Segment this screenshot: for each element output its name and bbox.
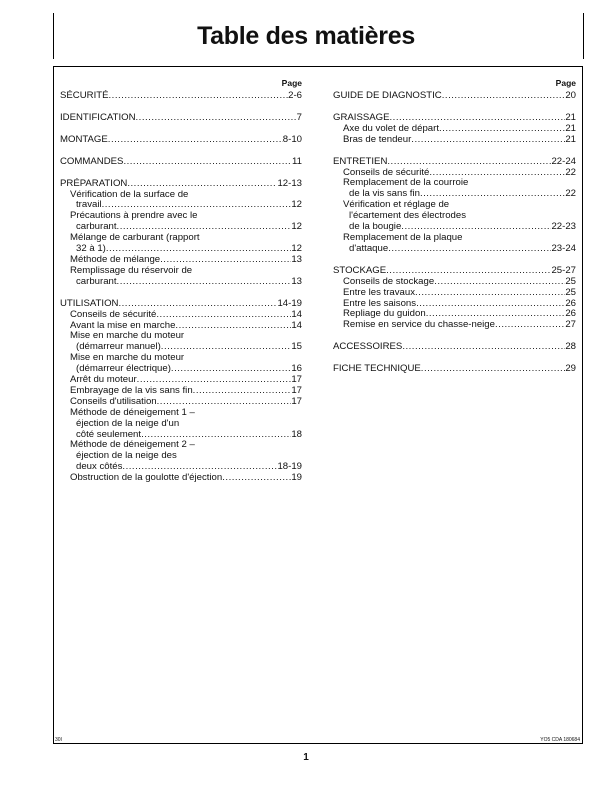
document-code-right: YO5 CDA 180684 — [540, 737, 580, 743]
toc-entry-stockage[interactable]: STOCKAGE ..... 25-27 — [333, 266, 576, 277]
toc-subentry-line: éjection de la neige d'un — [76, 417, 180, 429]
toc-subentry-bougie[interactable]: de la bougie ..... 22-23 — [333, 222, 576, 233]
toc-entry-preparation[interactable]: PRÉPARATION ..... 12-13 — [60, 179, 302, 190]
toc-subentry-repliage-guidon[interactable]: Repliage du guidon ..... 26 — [333, 309, 576, 320]
toc-subentry-precautions[interactable]: carburant ..... 12 — [60, 222, 302, 233]
toc-entry-commandes[interactable]: COMMANDES ..... 11 — [60, 157, 302, 168]
toc-subentry-line: Précautions à prendre avec le — [70, 210, 198, 222]
toc-subentry-plaque-attaque[interactable]: d'attaque ..... 23-24 — [333, 244, 576, 255]
toc-subentry-demarreur-manuel[interactable]: (démarreur manuel) ..... 15 — [60, 342, 302, 353]
toc-entry-entretien[interactable]: ENTRETIEN ..... 22-24 — [333, 157, 576, 168]
toc-entry-montage[interactable]: MONTAGE ..... 8-10 — [60, 135, 302, 146]
page-column-header: Page — [281, 78, 302, 88]
toc-left-column — [60, 78, 302, 484]
toc-subentry-line: Remplissage du réservoir de — [70, 264, 193, 276]
page-column-header: Page — [555, 78, 576, 88]
toc-subentry-line: Méthode de déneigement 2 – — [70, 439, 195, 451]
toc-entry-accessoires[interactable]: ACCESSOIRES ..... 28 — [333, 342, 576, 353]
toc-subentry-axe-volet[interactable]: Axe du volet de départ ..... 21 — [333, 124, 576, 135]
toc-right-column — [333, 78, 576, 375]
toc-subentry-bras-tendeur[interactable]: Bras de tendeur ..... 21 — [333, 135, 576, 146]
toc-subentry-methode-melange[interactable]: Méthode de mélange ..... 13 — [60, 255, 302, 266]
toc-entry-graissage[interactable]: GRAISSAGE ..... 21 — [333, 113, 576, 124]
page-title: Table des matières — [197, 22, 415, 50]
toc-subentry-conseils-securite[interactable]: Conseils de sécurité ..... 22 — [333, 168, 576, 179]
toc-subentry-methode-1[interactable]: côté seulement ..... 18 — [60, 430, 302, 441]
toc-subentry-line: Vérification de la surface de — [70, 188, 189, 200]
toc-subentry-arret-moteur[interactable]: Arrêt du moteur ..... 17 — [60, 375, 302, 386]
toc-subentry-demarreur-electrique[interactable]: (démarreur électrique) ..... 16 — [60, 364, 302, 375]
toc-entry-utilisation[interactable]: UTILISATION ..... 14-19 — [60, 299, 302, 310]
toc-subentry-line: l'écartement des électrodes — [349, 210, 467, 222]
toc-subentry-entre-saisons[interactable]: Entre les saisons ..... 26 — [333, 299, 576, 310]
toc-subentry-line: éjection de la neige des — [76, 450, 177, 462]
toc-subentry-remplissage[interactable]: carburant ..... 13 — [60, 277, 302, 288]
toc-subentry-avant-mise-en-marche[interactable]: Avant la mise en marche ..... 14 — [60, 321, 302, 332]
toc-subentry-line: Mélange de carburant (rapport — [70, 232, 200, 244]
toc-subentry-verification[interactable]: travail ..... 12 — [60, 200, 302, 211]
toc-entry-securite[interactable]: SÉCURITÉ ..... 2-6 — [60, 91, 302, 102]
toc-subentry-line: Remplacement de la courroie — [343, 177, 469, 189]
toc-subentry-remise-en-service[interactable]: Remise en service du chasse-neige ..... 27 — [333, 320, 576, 331]
toc-entry-guide-diagnostic[interactable]: GUIDE DE DIAGNOSTIC ..... 20 — [333, 91, 576, 102]
document-code-left: 30I — [55, 737, 62, 743]
toc-subentry-conseils-securite[interactable]: Conseils de sécurité ..... 14 — [60, 310, 302, 321]
toc-subentry-line: Vérification et réglage de — [343, 199, 450, 211]
toc-entry-identification[interactable]: IDENTIFICATION ..... 7 — [60, 113, 302, 124]
toc-subentry-line: Méthode de déneigement 1 – — [70, 406, 195, 418]
toc-subentry-obstruction[interactable]: Obstruction de la goulotte d'éjection ..... 19 — [60, 473, 302, 484]
toc-subentry-line: Mise en marche du moteur — [70, 352, 185, 364]
page-number: 1 — [303, 752, 309, 763]
toc-entry-fiche-technique[interactable]: FICHE TECHNIQUE ..... 29 — [333, 364, 576, 375]
toc-subentry-methode-2[interactable]: deux côtés ..... 18-19 — [60, 462, 302, 473]
toc-subentry-embrayage[interactable]: Embrayage de la vis sans fin ..... 17 — [60, 386, 302, 397]
toc-subentry-line: Remplacement de la plaque — [343, 231, 463, 243]
toc-subentry-melange[interactable]: 32 à 1) ..... 12 — [60, 244, 302, 255]
toc-subentry-courroie[interactable]: de la vis sans fin ..... 22 — [333, 189, 576, 200]
toc-subentry-entre-travaux[interactable]: Entre les travaux ..... 25 — [333, 288, 576, 299]
toc-subentry-conseils-stockage[interactable]: Conseils de stockage ..... 25 — [333, 277, 576, 288]
toc-subentry-line: Mise en marche du moteur — [70, 330, 185, 342]
toc-subentry-conseils-utilisation[interactable]: Conseils d'utilisation ..... 17 — [60, 397, 302, 408]
